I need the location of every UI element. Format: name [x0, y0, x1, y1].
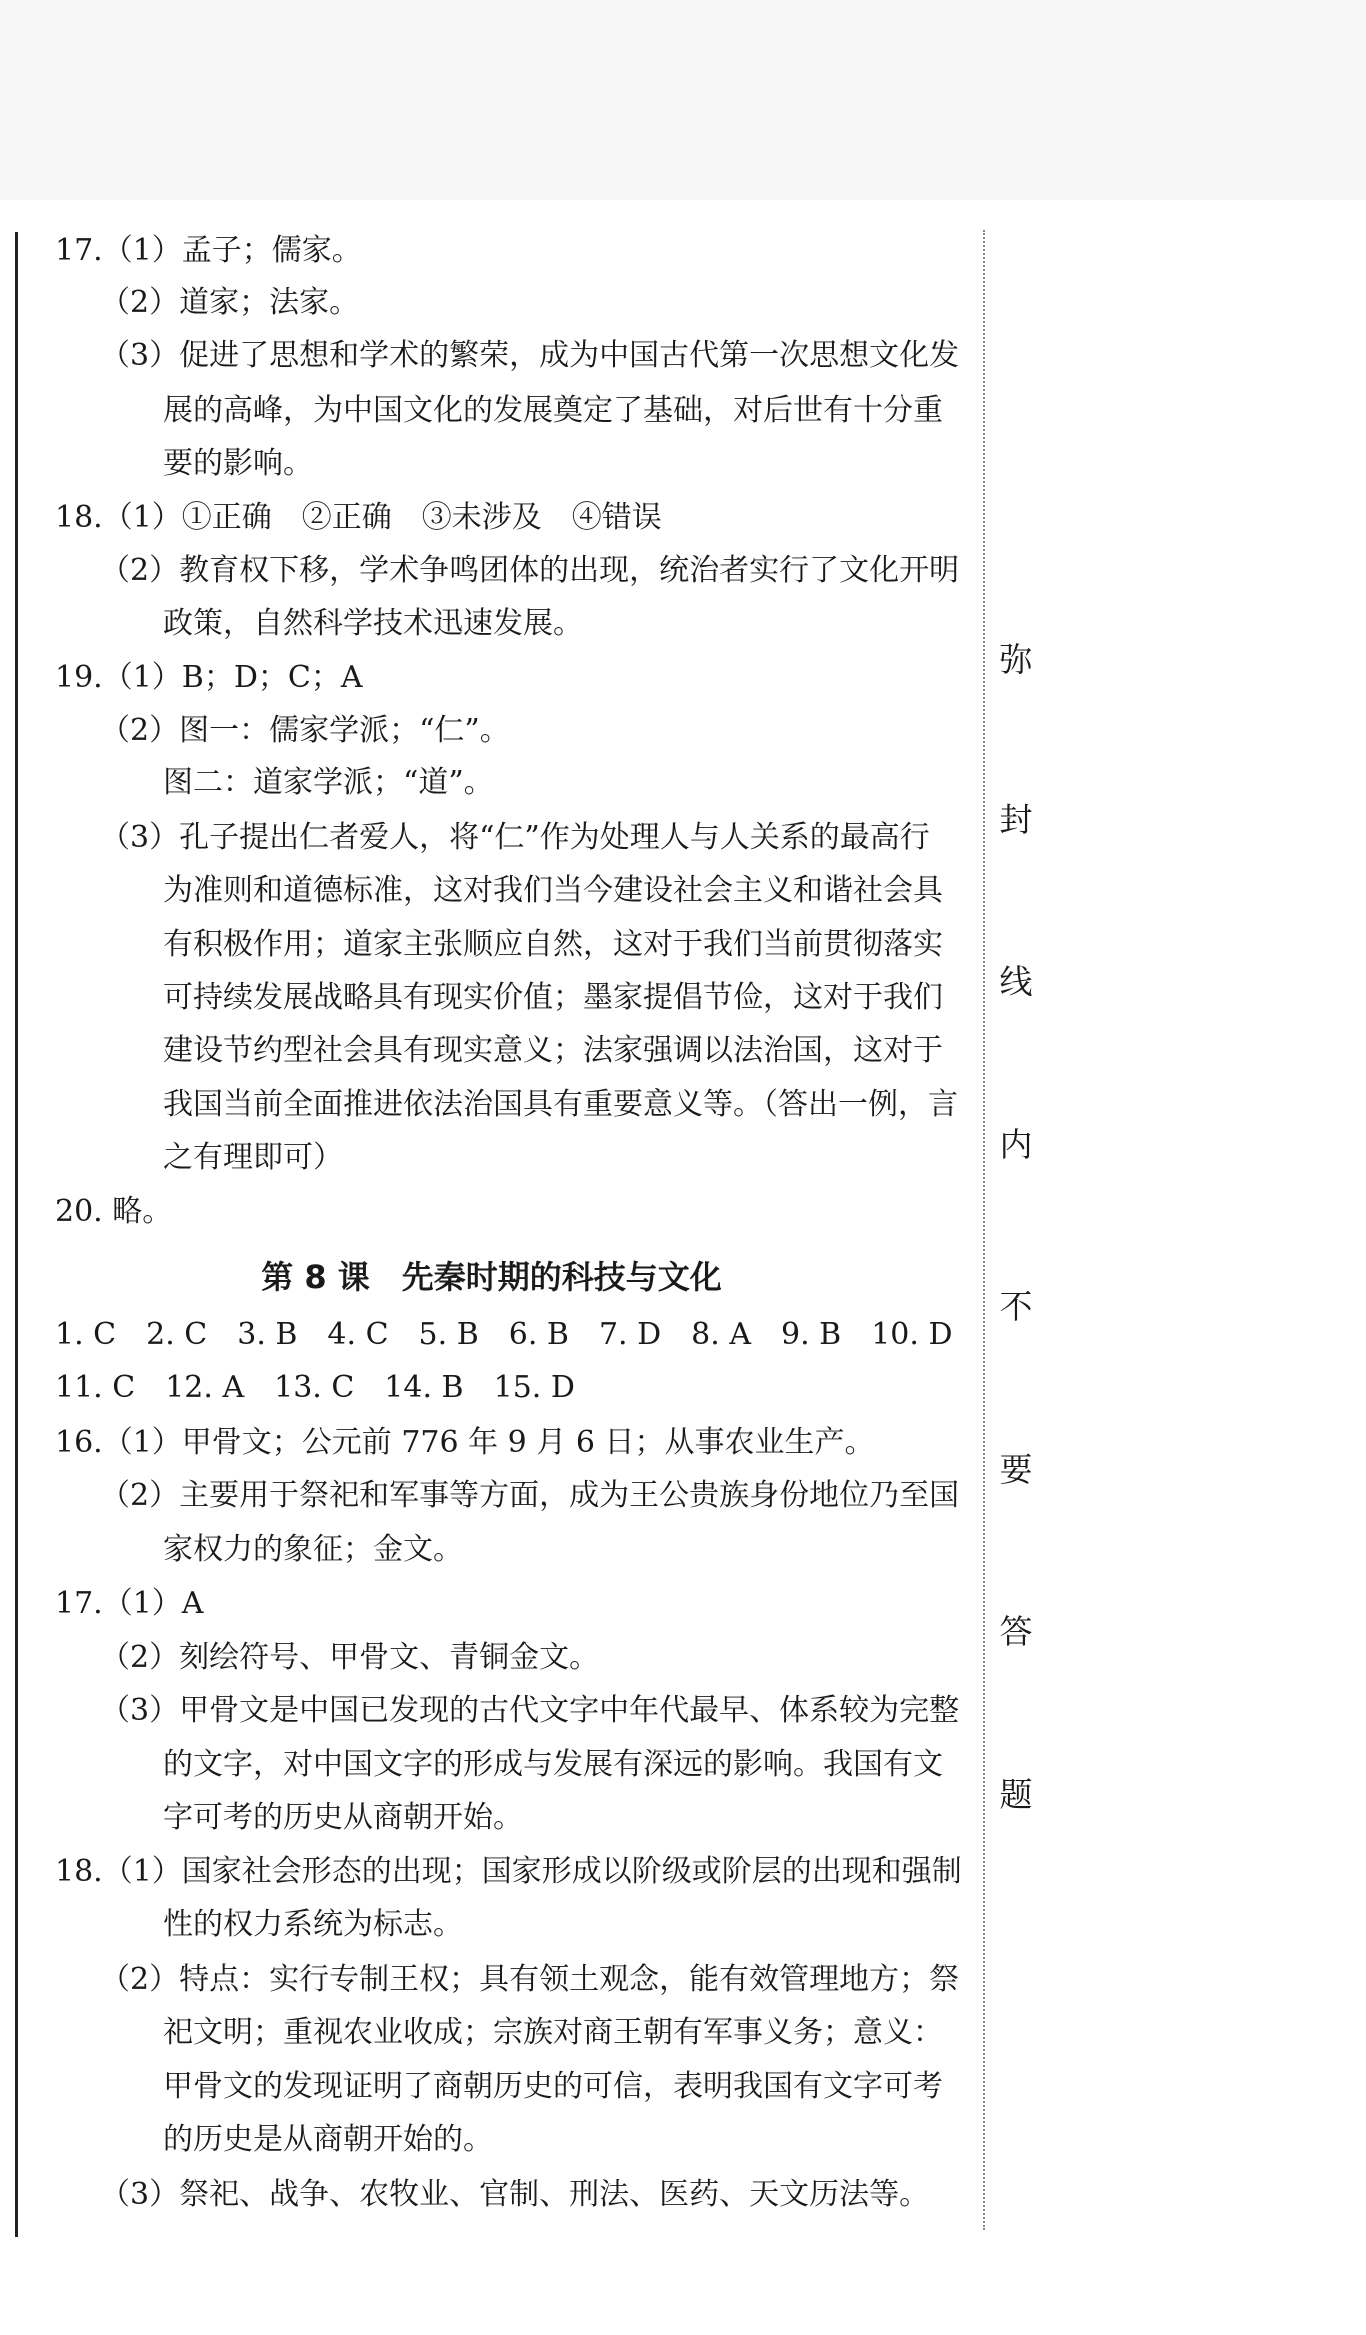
seal-char: 题 [999, 1775, 1033, 1814]
answer-line: 16.（1）甲骨文；公元前 776 年 9 月 6 日；从事农业生产。 [55, 1425, 875, 1460]
answer-line: 图二：道家学派；“道”。 [163, 765, 494, 800]
answer-line: 之有理即可） [163, 1140, 343, 1175]
answer-line: 政策，自然科学技术迅速发展。 [163, 606, 583, 641]
seal-char: 要 [999, 1450, 1033, 1489]
seal-dotted-line [983, 230, 985, 2230]
answer-line: 我国当前全面推进依法治国具有重要意义等。（答出一例，言 [163, 1087, 958, 1122]
seal-char: 线 [999, 962, 1033, 1001]
answer-line: （3）祭祀、战争、农牧业、官制、刑法、医药、天文历法等。 [100, 2177, 930, 2212]
answer-line: （2）教育权下移，学术争鸣团体的出现，统治者实行了文化开明 [100, 553, 960, 588]
answer-line: 可持续发展战略具有现实价值；墨家提倡节俭，这对于我们 [163, 980, 943, 1015]
answer-line: 要的影响。 [163, 446, 313, 481]
lesson-title: 第 8 课 先秦时期的科技与文化 [261, 1258, 722, 1296]
answer-line: 11. C 12. A 13. C 14. B 15. D [55, 1370, 575, 1405]
answer-line: 祀文明；重视农业收成；宗族对商王朝有军事义务；意义： [163, 2015, 943, 2050]
answer-line: 建设节约型社会具有现实意义；法家强调以法治国，这对于 [163, 1033, 943, 1068]
answer-line: （3）甲骨文是中国已发现的古代文字中年代最早、体系较为完整 [100, 1693, 960, 1728]
answer-line: 家权力的象征；金文。 [163, 1532, 463, 1567]
answer-line: 的历史是从商朝开始的。 [163, 2122, 493, 2157]
answer-line: 18.（1）国家社会形态的出现；国家形成以阶级或阶层的出现和强制 [55, 1854, 962, 1889]
answer-line: 为准则和道德标准，这对我们当今建设社会主义和谐社会具 [163, 873, 943, 908]
answer-line: 17.（1）A [55, 1586, 204, 1621]
answer-line: （2）主要用于祭祀和军事等方面，成为王公贵族身份地位乃至国 [100, 1478, 960, 1513]
answer-line: 1. C 2. C 3. B 4. C 5. B 6. B 7. D 8. A 9. B 10. D [55, 1317, 953, 1352]
top-margin-band [0, 0, 1366, 200]
seal-char: 封 [999, 800, 1033, 839]
answer-line: 有积极作用；道家主张顺应自然，这对于我们当前贯彻落实 [163, 927, 943, 962]
answer-line: 18.（1）①正确 ②正确 ③未涉及 ④错误 [55, 500, 662, 535]
answer-line: 19.（1）B；D；C；A [55, 660, 363, 695]
answer-line: （2）特点：实行专制王权；具有领土观念，能有效管理地方；祭 [100, 1962, 960, 1997]
answer-line: （3）促进了思想和学术的繁荣，成为中国古代第一次思想文化发 [100, 338, 960, 373]
answer-line: 20. 略。 [55, 1194, 173, 1229]
answer-line: 展的高峰，为中国文化的发展奠定了基础，对后世有十分重 [163, 393, 943, 428]
answer-line: （2）道家；法家。 [100, 285, 360, 320]
answer-line: 的文字，对中国文字的形成与发展有深远的影响。我国有文 [163, 1747, 943, 1782]
left-margin-rule [15, 232, 18, 2237]
answer-line: 17.（1）孟子；儒家。 [55, 233, 362, 268]
answer-line: （3）孔子提出仁者爱人，将“仁”作为处理人与人关系的最高行 [100, 820, 930, 855]
answer-line: 甲骨文的发现证明了商朝历史的可信，表明我国有文字可考 [163, 2069, 943, 2104]
seal-char: 不 [999, 1287, 1033, 1326]
answer-line: 性的权力系统为标志。 [163, 1907, 463, 1942]
seal-char: 答 [999, 1612, 1033, 1651]
seal-char: 弥 [999, 640, 1033, 679]
answer-line: 字可考的历史从商朝开始。 [163, 1800, 523, 1835]
answer-line: （2）刻绘符号、甲骨文、青铜金文。 [100, 1640, 600, 1675]
seal-char: 内 [999, 1125, 1033, 1164]
answer-line: （2）图一：儒家学派；“仁”。 [100, 713, 510, 748]
